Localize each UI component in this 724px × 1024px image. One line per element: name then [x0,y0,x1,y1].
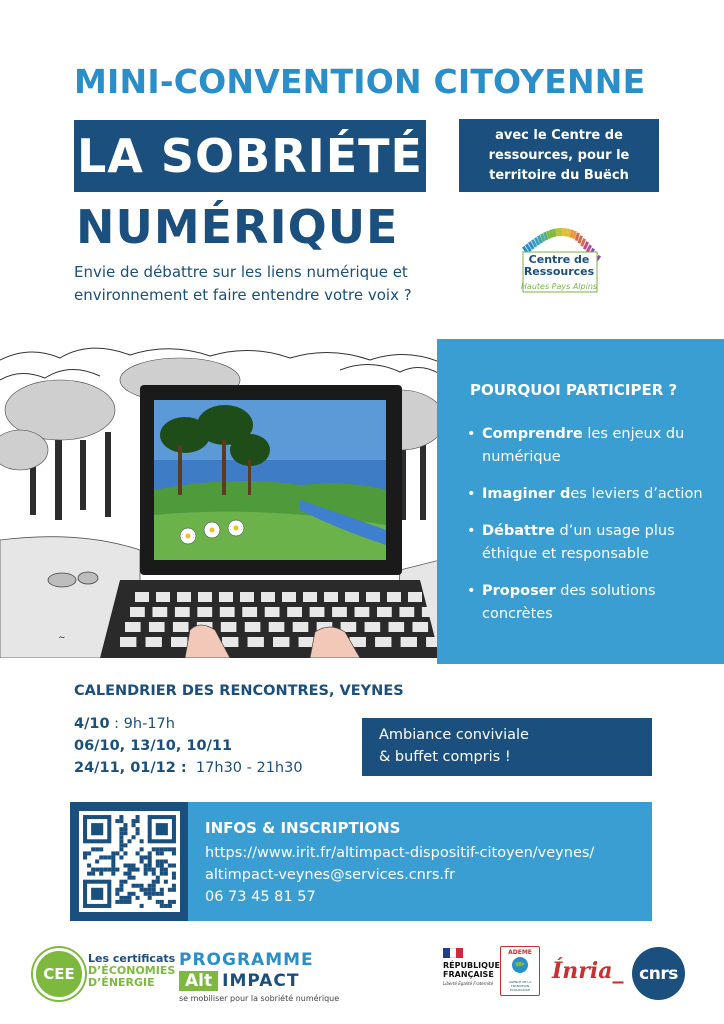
calendar-row: 06/10, 13/10, 10/11 [74,738,233,754]
info-panel [70,802,652,921]
centre-ressources-label: Centre de Ressources Hautes Pays Alpins [520,253,598,291]
svg-text:~: ~ [58,633,66,643]
cnrs-logo: cnrs [632,947,685,1000]
globe-icon [511,956,529,974]
partner-box: avec le Centre de ressources, pour le territoire du Buëch [459,119,659,192]
why-item-understand: • Comprendre les enjeux du numérique [467,423,712,469]
laptop-illustration [0,340,440,658]
contact-email-link[interactable]: altimpact-veynes@services.cnrs.fr [205,867,456,883]
ambiance-box [362,718,652,776]
why-item-debate: • Débattre d’un usage plus éthique et responsable [467,520,712,566]
why-item-propose: • Proposer des solutions concrètes [467,580,712,626]
altimpact-logo: PROGRAMME Alt IMPACT se mobiliser pour la sobriété numérique [179,950,340,1003]
qr-panel [70,802,188,921]
inria-logo: Ínria_ [552,958,624,984]
main-title-line2: NUMÉRIQUE [76,200,399,254]
ademe-logo: ADEME AGENCE DE LA TRANSITION ÉCOLOGIQUE [500,946,540,996]
calendar-list [74,713,303,779]
calendar-row: 24/11, 01/12 : 17h30 - 21h30 [74,760,303,776]
cee-logo: CEE [33,948,85,1000]
qr-code[interactable] [79,811,180,912]
republique-francaise-logo: RÉPUBLIQUE FRANÇAISE Liberté Égalité Fraternité [443,948,495,986]
contact-phone: 06 73 45 81 57 [205,889,316,905]
main-title-line1: LA SOBRIÉTÉ [74,120,426,192]
why-item-imagine: • Imaginer des leviers d’action [467,483,712,506]
event-type-heading: MINI-CONVENTION CITOYENNE [74,62,646,101]
calendar-row: 4/10 : 9h-17h [74,716,175,732]
cee-label: Les certificats D’ÉCONOMIES D’ÉNERGIE [88,952,176,989]
french-flag-icon [443,948,463,958]
why-list [467,423,712,640]
why-title: POURQUOI PARTICIPER ? [470,381,678,399]
ambiance-line1: Ambiance conviviale [379,727,529,743]
calendar-title: CALENDRIER DES RENCONTRES, VEYNES [74,683,404,699]
registration-url-link[interactable]: https://www.irit.fr/altimpact-dispositif-citoyen/veynes/ [205,845,595,861]
ambiance-line2: & buffet compris ! [379,749,511,765]
why-participate-panel [437,339,724,664]
intro-text: Envie de débattre sur les liens numérique et environnement et faire entendre votre voix ? [74,263,412,304]
info-title: INFOS & INSCRIPTIONS [205,819,401,837]
